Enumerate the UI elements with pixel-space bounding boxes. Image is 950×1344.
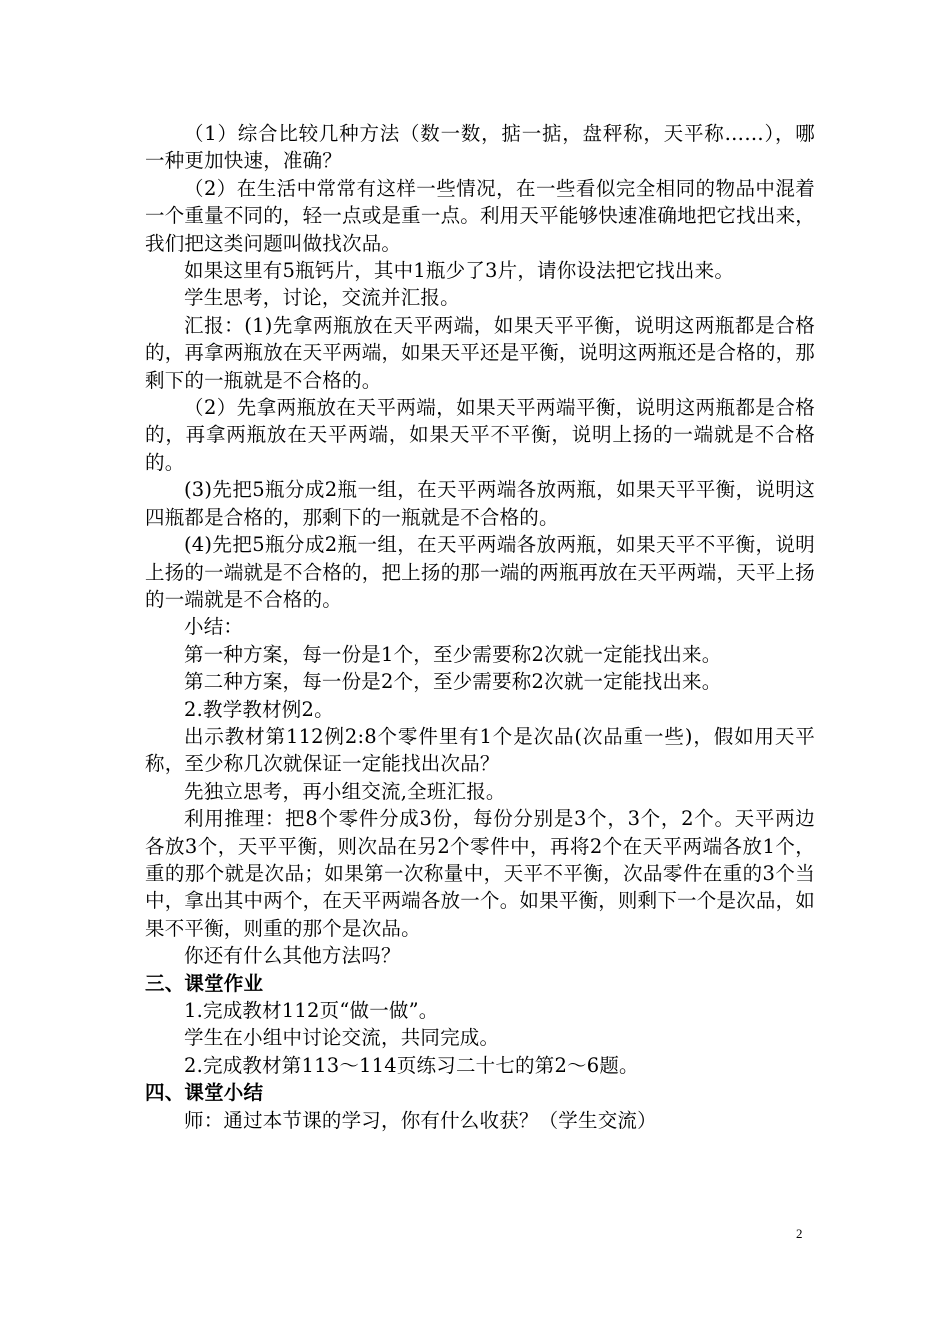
paragraph-think-share: 先独立思考，再小组交流,全班汇报。 — [184, 779, 506, 803]
paragraph-reasoning: 利用推理：把8个零件分成3份，每份分别是3个，3个，2个。天平两边各放3个，天平平衡，则次品在另2个零件中，再将2个在天平两端各放1个，重的那个就是次品；如果第一次称量中，天平不平衡，次品零件在重的3个当中，拿出其中两个，在天平两端各放一个。如果平衡，则剩下一个是次品，如果不平衡，则重的那个是次品。 — [145, 807, 815, 940]
paragraph-report-2: （2）先拿两瓶放在天平两端，如果天平两端平衡，说明这两瓶都是合格的，再拿两瓶放在天平两端，如果天平不平衡，说明上扬的一端就是不合格的。 — [145, 396, 815, 474]
paragraph-find-defective-intro: （2）在生活中常常有这样一些情况，在一些看似完全相同的物品中混着一个重量不同的，轻一点或是重一点。利用天平能够快速准确地把它找出来，我们把这类问题叫做找次品。 — [145, 176, 815, 255]
paragraph-report-4: (4)先把5瓶分成2瓶一组，在天平两端各放两瓶，如果天平不平衡，说明上扬的一端就是不合格的，把上扬的那一端的两瓶再放在天平两端，天平上扬的一端就是不合格的。 — [145, 533, 815, 611]
paragraph-plan-1: 第一种方案，每一份是1个，至少需要称2次就一定能找出来。 — [184, 642, 722, 666]
paragraph-summary-label: 小结： — [184, 615, 244, 639]
paragraph-lesson-summary: 师：通过本节课的学习，你有什么收获？（学生交流） — [184, 1108, 657, 1132]
paragraph-student-discussion: 学生思考，讨论，交流并汇报。 — [184, 286, 460, 310]
section-heading-classwork: 三、课堂作业 — [145, 971, 264, 995]
paragraph-compare-methods: （1）综合比较几种方法（数一数，掂一掂，盘秤称，天平称……），哪一种更加快速，准确？ — [145, 122, 815, 173]
paragraph-classwork-1: 1.完成教材112页“做一做”。 — [184, 999, 439, 1022]
paragraph-report-1: 汇报：(1)先拿两瓶放在天平两端，如果天平平衡，说明这两瓶都是合格的，再拿两瓶放在天平两端，如果天平还是平衡，说明这两瓶还是合格的，那剩下的一瓶就是不合格的。 — [145, 313, 815, 392]
paragraph-example-2-title: 2.教学教材例2。 — [184, 697, 334, 721]
section-heading-lesson-summary: 四、课堂小结 — [145, 1081, 264, 1105]
page-number: 2 — [796, 1226, 803, 1241]
paragraph-calcium-problem: 如果这里有5瓶钙片，其中1瓶少了3片，请你设法把它找出来。 — [184, 259, 735, 283]
paragraph-report-3: (3)先把5瓶分成2瓶一组，在天平两端各放两瓶，如果天平平衡，说明这四瓶都是合格的，那剩下的一瓶就是不合格的。 — [145, 478, 815, 529]
paragraph-classwork-3: 2.完成教材第113～114页练习二十七的第2～6题。 — [184, 1053, 639, 1077]
paragraph-classwork-2: 学生在小组中讨论交流，共同完成。 — [184, 1026, 500, 1050]
paragraph-plan-2: 第二种方案，每一份是2个，至少需要称2次就一定能找出来。 — [184, 670, 722, 694]
document-body — [145, 120, 815, 1134]
paragraph-other-methods: 你还有什么其他方法吗？ — [184, 944, 401, 968]
paragraph-example-2-problem: 出示教材第112例2:8个零件里有1个是次品(次品重一些)，假如用天平称，至少称几次就保证一定能找出次品？ — [145, 724, 815, 776]
